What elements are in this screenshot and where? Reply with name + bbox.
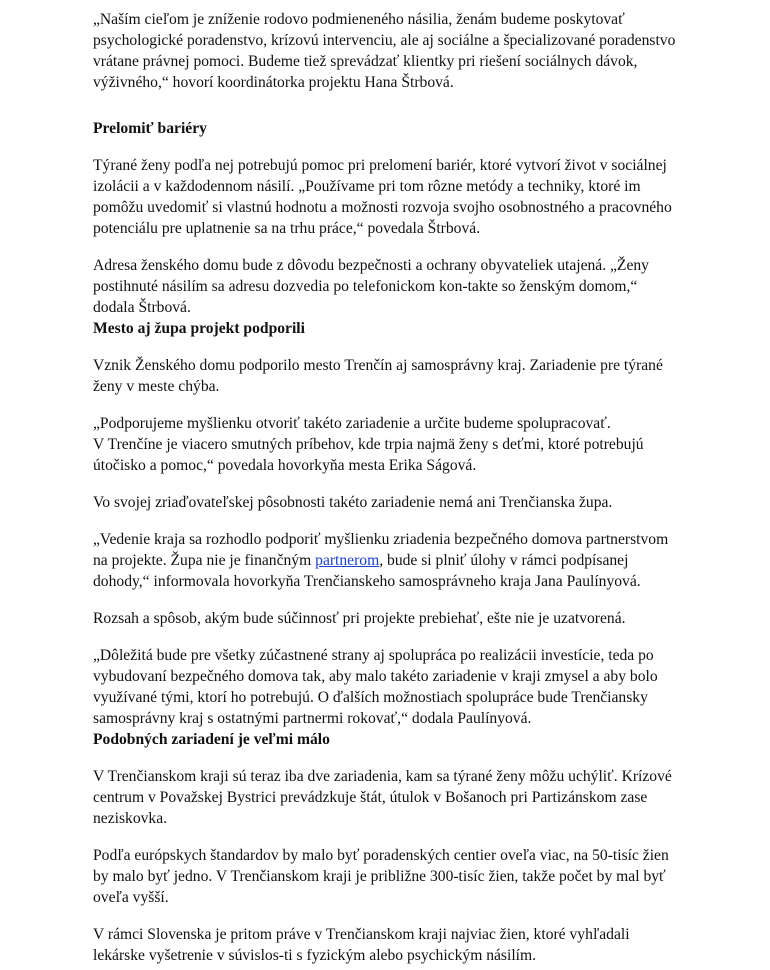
paragraph-line: „Podporujeme myšlienku otvoriť takéto zariadenie a určite budeme spolupracovať. <box>93 415 611 432</box>
paragraph-line: V rámci Slovenska je pritom práve v Trenčianskom kraji najviac žien, ktoré vyhľadali <box>93 926 630 943</box>
paragraph-line: ženy v meste chýba. <box>93 378 220 395</box>
paragraph-line: potenciálu pre uplatnenie sa na trhu práce,“ povedala Štrbová. <box>93 220 481 237</box>
paragraph-line: izolácii a v každodennom násilí. „Používame pri tom rôzne metódy a techniky, ktoré im <box>93 178 641 195</box>
paragraph-line: neziskovka. <box>93 810 168 827</box>
paragraph-line: pomôžu uvedomiť si vlastnú hodnotu a možnosti rozvoja svojho osobnostného a pracovného <box>93 199 672 216</box>
paragraph-line: Týrané ženy podľa nej potrebujú pomoc pri prelomení bariér, ktoré vytvorí život v sociálnej <box>93 157 667 174</box>
paragraph-line: dodala Štrbová. <box>93 299 191 316</box>
paragraph-line: Adresa ženského domu bude z dôvodu bezpečnosti a ochrany obyvateliek utajená. „Ženy <box>93 257 649 274</box>
paragraph-line: využívané tými, ktorí ho potrebujú. O ďalších možnostiach spolupráce bude Trenčiansky <box>93 689 648 706</box>
paragraph-line: V Trenčianskom kraji sú teraz iba dve zariadenia, kam sa týrané ženy môžu uchýliť. Krízové <box>93 768 672 785</box>
paragraph-line: samosprávny kraj s ostatnými partnermi rokovať,“ dodala Paulínyová. <box>93 710 532 727</box>
paragraph-line: „Vedenie kraja sa rozhodlo podporiť myšlienku zriadenia bezpečného domova partnerstvom <box>93 531 669 548</box>
section-heading: Mesto aj župa projekt podporili <box>93 320 305 337</box>
text-span: , bude si plniť úlohy v rámci podpísanej <box>379 552 629 569</box>
partnerom-link[interactable]: partnerom <box>315 552 380 569</box>
paragraph-line: vrátane právnej pomoci. Budeme tiež sprevádzať klientky pri riešení sociálnych dávok, <box>93 53 638 70</box>
paragraph-line: Rozsah a spôsob, akým bude súčinnosť pri projekte prebiehať, ešte nie je uzatvorená. <box>93 610 626 627</box>
section-heading: Prelomiť bariéry <box>93 120 207 137</box>
paragraph-line: útočisko a pomoc,“ povedala hovorkyňa mesta Erika Ságová. <box>93 457 477 474</box>
paragraph-line: centrum v Považskej Bystrici prevádzkuje štát, útulok v Bošanoch pri Partizánskom zase <box>93 789 648 806</box>
paragraph-line: „Dôležitá bude pre všetky zúčastnené strany aj spolupráca po realizácii investície, teda po <box>93 647 654 664</box>
paragraph-line: Podľa európskych štandardov by malo byť poradenských centier oveľa viac, na 50-tisíc žien <box>93 847 669 864</box>
text-span: na projekte. Župa nie je finančným <box>93 552 316 569</box>
paragraph-line: „Naším cieľom je zníženie rodovo podmieneného násilia, ženám budeme poskytovať <box>93 11 625 28</box>
paragraph-line: výživného,“ hovorí koordinátorka projektu Hana Štrbová. <box>93 74 454 91</box>
paragraph-line: vybudovaní bezpečného domova tak, aby malo takéto zariadenie v kraji zmysel a aby bolo <box>93 668 658 685</box>
paragraph-line: postihnuté násilím sa adresu dozvedia po telefonickom kon-takte so ženským domom,“ <box>93 278 638 295</box>
section-heading: Podobných zariadení je veľmi málo <box>93 731 330 748</box>
paragraph-line: Vo svojej zriaďovateľskej pôsobnosti takéto zariadenie nemá ani Trenčianska župa. <box>93 494 613 511</box>
paragraph-line: oveľa vyšší. <box>93 889 169 906</box>
paragraph-line: lekárske vyšetrenie v súvislos-ti s fyzickým alebo psychickým násilím. <box>93 947 537 964</box>
paragraph-line: dohody,“ informovala hovorkyňa Trenčianskeho samosprávneho kraja Jana Paulínyová. <box>93 573 641 590</box>
paragraph-line <box>93 551 628 571</box>
paragraph-line: by malo byť jedno. V Trenčianskom kraji je približne 300-tisíc žien, takže počet by mal byť <box>93 868 666 885</box>
paragraph-line: psychologické poradenstvo, krízovú intervenciu, ale aj sociálne a špecializované poradenstvo <box>93 32 676 49</box>
paragraph-line: Vznik Ženského domu podporilo mesto Trenčín aj samosprávny kraj. Zariadenie pre týrané <box>93 357 663 374</box>
paragraph-line: V Trenčíne je viacero smutných príbehov, kde trpia najmä ženy s deťmi, ktoré potrebujú <box>93 436 644 453</box>
